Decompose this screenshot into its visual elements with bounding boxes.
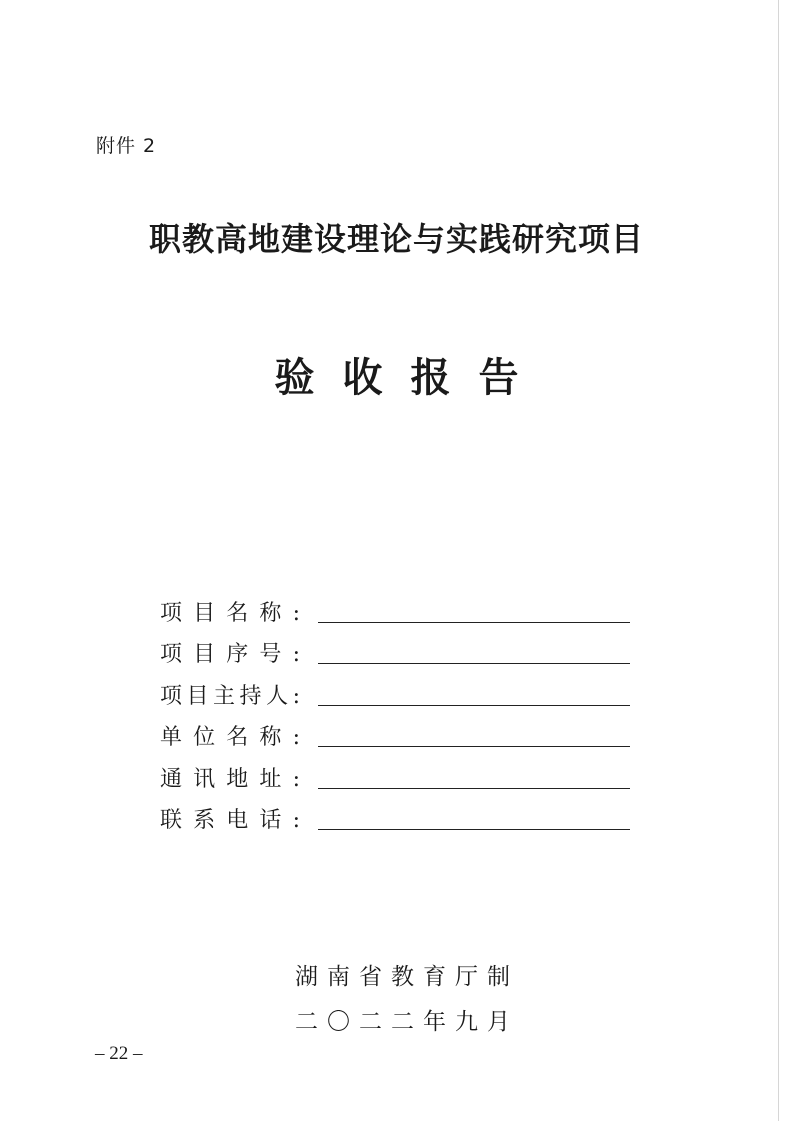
document-subtitle: 验收报告	[274, 354, 547, 401]
field-label: 联系电话:	[160, 808, 300, 833]
field-label: 项目名称:	[160, 600, 300, 626]
address-field[interactable]	[318, 760, 630, 789]
document-title: 职教高地建设理论与实践研究项目	[148, 220, 644, 258]
form-fields	[160, 585, 640, 834]
field-label: 项目序号:	[160, 642, 300, 667]
issuer: 湖南省教育厅制	[295, 964, 519, 990]
page-edge-line	[778, 0, 779, 1121]
field-row-address	[160, 751, 640, 793]
field-row-organization	[160, 710, 640, 752]
issue-date: 二〇二二年九月	[295, 1009, 519, 1035]
organization-field[interactable]	[318, 718, 630, 747]
field-row-phone	[160, 793, 640, 835]
field-label: 单位名称:	[160, 725, 300, 750]
attachment-label: 附件 2	[96, 135, 157, 157]
field-label: 通讯地址:	[160, 766, 300, 792]
project-name-field[interactable]	[318, 594, 630, 623]
field-row-project-number	[160, 627, 640, 669]
field-row-project-leader	[160, 668, 640, 710]
phone-field[interactable]	[318, 801, 630, 830]
field-label: 项目主持人:	[160, 683, 300, 709]
project-leader-field[interactable]	[318, 677, 630, 706]
field-row-project-name	[160, 585, 640, 627]
page-number: – 22 –	[95, 1043, 143, 1064]
project-number-field[interactable]	[318, 635, 630, 664]
